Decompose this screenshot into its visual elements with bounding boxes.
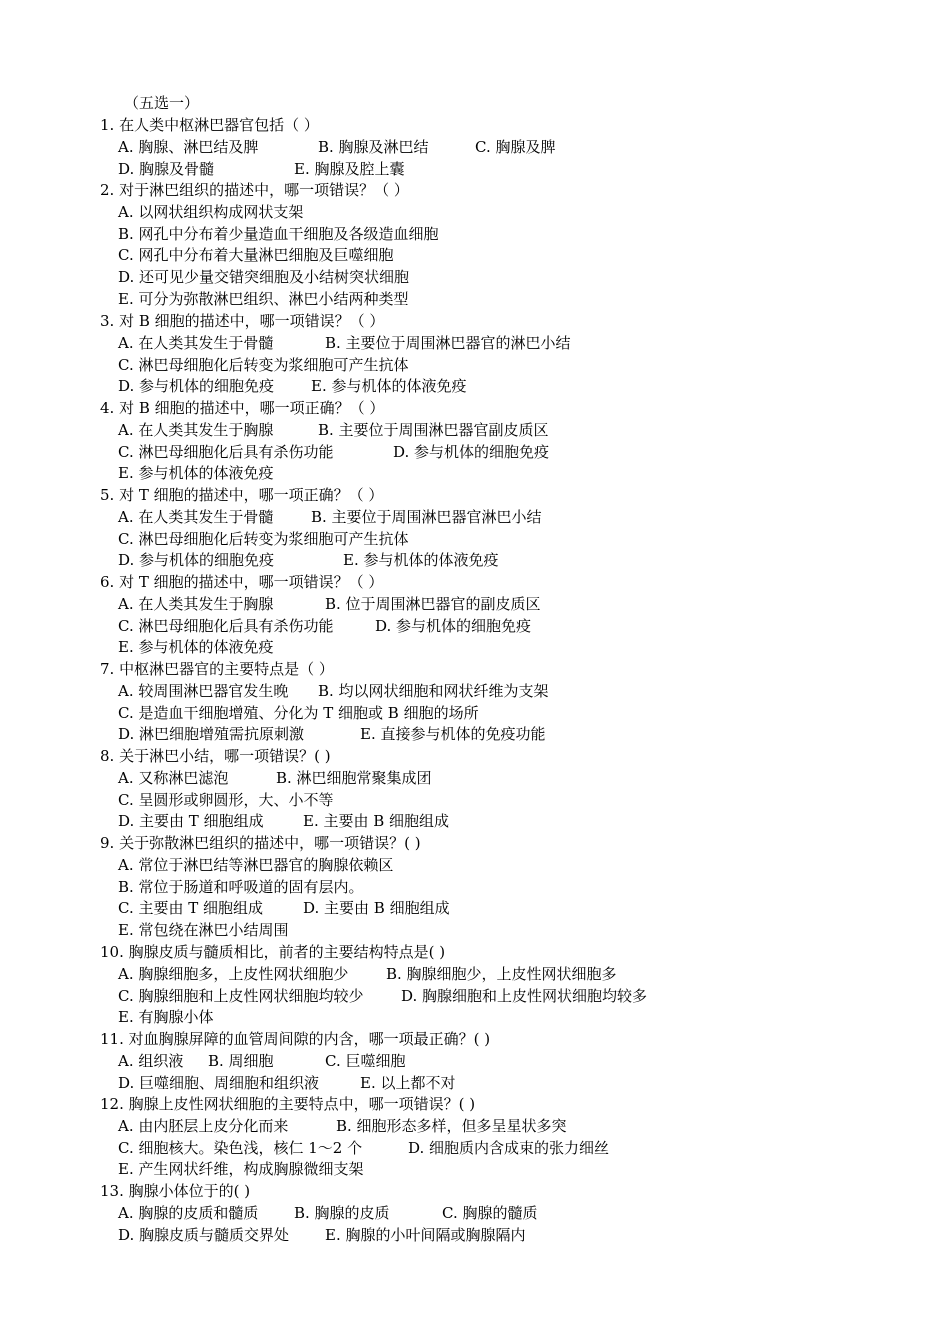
option-line	[100, 790, 900, 812]
answer-option: C. 巨噬细胞	[325, 1051, 406, 1070]
option-line	[100, 1159, 900, 1181]
answer-option: A. 在人类其发生于胸腺	[118, 594, 274, 613]
answer-option: C. 淋巴母细胞化后转变为浆细胞可产生抗体	[118, 529, 409, 548]
answer-option: B. 网孔中分布着少量造血干细胞及各级造血细胞	[118, 224, 439, 243]
option-line	[100, 245, 900, 267]
option-line	[100, 507, 900, 529]
answer-option: B. 主要位于周围淋巴器官的淋巴小结	[325, 333, 571, 352]
answer-option: A. 在人类其发生于胸腺	[118, 420, 274, 439]
question-stem: 4. 对 B 细胞的描述中，哪一项正确？（ ）	[100, 399, 385, 417]
option-line	[100, 529, 900, 551]
answer-option: C. 呈圆形或卵圆形，大、小不等	[118, 790, 334, 809]
answer-option: A. 组织液	[118, 1051, 184, 1070]
answer-option: A. 胸腺的皮质和髓质	[118, 1203, 259, 1222]
option-line	[100, 964, 900, 986]
option-line	[100, 202, 900, 224]
answer-option: D. 参与机体的细胞免疫	[375, 616, 532, 635]
question-item	[100, 485, 900, 572]
answer-option: D. 细胞质内含成束的张力细丝	[408, 1138, 610, 1157]
answer-option: A. 以网状组织构成网状支架	[118, 202, 304, 221]
answer-option: E. 可分为弥散淋巴组织、淋巴小结两种类型	[118, 289, 409, 308]
option-line	[100, 442, 900, 464]
answer-option: A. 胸腺细胞多，上皮性网状细胞少	[118, 964, 349, 983]
answer-option: D. 主要由 T 细胞组成	[118, 812, 264, 831]
answer-option: B. 淋巴细胞常聚集成团	[276, 768, 432, 787]
option-line	[100, 681, 900, 703]
option-line	[100, 463, 900, 485]
question-item	[100, 398, 900, 485]
answer-option: A. 由内胚层上皮分化而来	[118, 1116, 289, 1135]
option-line	[100, 550, 900, 572]
question-item	[100, 659, 900, 746]
answer-option: B. 胸腺细胞少，上皮性网状细胞多	[386, 964, 617, 983]
answer-option: B. 常位于肠道和呼吸道的固有层内。	[118, 877, 364, 896]
option-line	[100, 724, 900, 746]
question-stem: 6. 对 T 细胞的描述中，哪一项错误？（ ）	[100, 573, 384, 591]
question-stem: 2. 对于淋巴组织的描述中，哪一项错误？（ ）	[100, 181, 409, 199]
answer-option: E. 参与机体的体液免疫	[343, 551, 499, 570]
question-stem: 13. 胸腺小体位于的( )	[100, 1182, 251, 1200]
answer-option: B. 细胞形态多样，但多呈星状多突	[336, 1116, 567, 1135]
question-stem: 10. 胸腺皮质与髓质相比，前者的主要结构特点是( )	[100, 943, 446, 961]
answer-option: D. 主要由 B 细胞组成	[303, 899, 450, 918]
option-line	[100, 267, 900, 289]
answer-option: C. 淋巴母细胞化后具有杀伤功能	[118, 442, 334, 461]
question-stem: 9. 关于弥散淋巴组织的描述中，哪一项错误？( )	[100, 834, 421, 852]
answer-option: D. 还可见少量交错突细胞及小结树突状细胞	[118, 268, 410, 287]
option-line	[100, 986, 900, 1008]
option-line	[100, 811, 900, 833]
option-line	[100, 333, 900, 355]
option-line	[100, 855, 900, 877]
question-item	[100, 115, 900, 180]
question-stem: 1. 在人类中枢淋巴器官包括（ ）	[100, 116, 319, 134]
answer-option: C. 网孔中分布着大量淋巴细胞及巨噬细胞	[118, 246, 394, 265]
answer-option: A. 胸腺、淋巴结及脾	[118, 137, 259, 156]
answer-option: E. 常包绕在淋巴小结周围	[118, 921, 289, 940]
answer-option: C. 淋巴母细胞化后转变为浆细胞可产生抗体	[118, 355, 409, 374]
option-line	[100, 420, 900, 442]
answer-option: C. 主要由 T 细胞组成	[118, 899, 264, 918]
section-title: （五选一）	[124, 94, 200, 112]
option-line	[100, 637, 900, 659]
question-stem: 5. 对 T 细胞的描述中，哪一项正确？（ ）	[100, 486, 384, 504]
answer-option: E. 参与机体的体液免疫	[118, 638, 274, 657]
question-item	[100, 833, 900, 942]
option-line	[100, 1225, 900, 1247]
answer-option: C. 是造血干细胞增殖、分化为 T 细胞或 B 细胞的场所	[118, 703, 479, 722]
answer-option: E. 产生网状纤维，构成胸腺微细支架	[118, 1160, 364, 1179]
question-item	[100, 1094, 900, 1181]
option-line	[100, 920, 900, 942]
option-line	[100, 137, 900, 159]
option-line	[100, 594, 900, 616]
question-item	[100, 746, 900, 833]
answer-option: B. 均以网状细胞和网状纤维为支架	[318, 681, 549, 700]
answer-option: E. 胸腺的小叶间隔或胸腺隔内	[325, 1225, 526, 1244]
answer-option: C. 胸腺及脾	[475, 137, 556, 156]
answer-option: B. 位于周围淋巴器官的副皮质区	[325, 594, 541, 613]
option-line	[100, 1073, 900, 1095]
question-item	[100, 572, 900, 659]
answer-option: D. 参与机体的细胞免疫	[118, 551, 275, 570]
option-line	[100, 768, 900, 790]
answer-option: C. 细胞核大。染色浅，核仁 1～2 个	[118, 1138, 363, 1157]
question-item	[100, 1181, 900, 1246]
question-item	[100, 1029, 900, 1094]
answer-option: D. 胸腺及骨髓	[118, 159, 215, 178]
option-line	[100, 1007, 900, 1029]
answer-option: D. 淋巴细胞增殖需抗原刺激	[118, 725, 305, 744]
answer-option: E. 参与机体的体液免疫	[311, 377, 467, 396]
answer-option: D. 胸腺皮质与髓质交界处	[118, 1225, 290, 1244]
question-item	[100, 942, 900, 1029]
answer-option: D. 巨噬细胞、周细胞和组织液	[118, 1073, 320, 1092]
answer-option: E. 直接参与机体的免疫功能	[360, 725, 546, 744]
option-line	[100, 1138, 900, 1160]
answer-option: C. 胸腺细胞和上皮性网状细胞均较少	[118, 986, 364, 1005]
option-line	[100, 224, 900, 246]
answer-option: B. 胸腺的皮质	[294, 1203, 390, 1222]
answer-option: D. 参与机体的细胞免疫	[393, 442, 550, 461]
question-item	[100, 311, 900, 398]
option-line	[100, 703, 900, 725]
answer-option: B. 胸腺及淋巴结	[318, 137, 429, 156]
question-stem: 12. 胸腺上皮性网状细胞的主要特点中，哪一项错误？( )	[100, 1095, 476, 1113]
answer-option: E. 主要由 B 细胞组成	[303, 812, 450, 831]
question-stem: 11. 对血胸腺屏障的血管周间隙的内含，哪一项最正确？( )	[100, 1030, 491, 1048]
answer-option: C. 胸腺的髓质	[442, 1203, 538, 1222]
answer-option: A. 在人类其发生于骨髓	[118, 507, 274, 526]
option-line	[100, 1116, 900, 1138]
answer-option: A. 较周围淋巴器官发生晚	[118, 681, 289, 700]
question-stem: 8. 关于淋巴小结，哪一项错误？( )	[100, 747, 331, 765]
answer-option: E. 胸腺及腔上囊	[294, 159, 405, 178]
answer-option: C. 淋巴母细胞化后具有杀伤功能	[118, 616, 334, 635]
answer-option: E. 有胸腺小体	[118, 1008, 214, 1027]
question-item	[100, 180, 900, 311]
answer-option: D. 胸腺细胞和上皮性网状细胞均较多	[401, 986, 648, 1005]
answer-option: A. 在人类其发生于骨髓	[118, 333, 274, 352]
answer-option: B. 周细胞	[208, 1051, 274, 1070]
option-line	[100, 289, 900, 311]
question-stem: 3. 对 B 细胞的描述中，哪一项错误？（ ）	[100, 312, 385, 330]
option-line	[100, 1051, 900, 1073]
option-line	[100, 376, 900, 398]
answer-option: D. 参与机体的细胞免疫	[118, 377, 275, 396]
answer-option: A. 又称淋巴滤泡	[118, 768, 229, 787]
answer-option: E. 参与机体的体液免疫	[118, 464, 274, 483]
option-line	[100, 159, 900, 181]
question-stem: 7. 中枢淋巴器官的主要特点是（ ）	[100, 660, 334, 678]
option-line	[100, 616, 900, 638]
option-line	[100, 1203, 900, 1225]
answer-option: E. 以上都不对	[360, 1073, 456, 1092]
option-line	[100, 877, 900, 899]
option-line	[100, 898, 900, 920]
option-line	[100, 355, 900, 377]
answer-option: B. 主要位于周围淋巴器官副皮质区	[318, 420, 549, 439]
answer-option: B. 主要位于周围淋巴器官淋巴小结	[311, 507, 542, 526]
answer-option: A. 常位于淋巴结等淋巴器官的胸腺依赖区	[118, 855, 394, 874]
